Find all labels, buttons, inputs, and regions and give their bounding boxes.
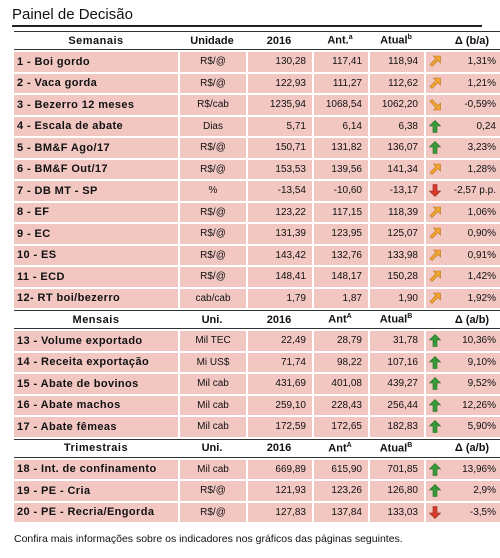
atual-header-sup: B — [407, 441, 413, 449]
ant-value-cell: 131,82 — [312, 138, 368, 158]
delta-header-text: Δ (b/a) — [454, 34, 490, 47]
trend-cell — [424, 289, 444, 309]
arrow-up-icon — [429, 120, 441, 133]
arrow-up-right-icon — [429, 270, 441, 283]
unit-cell: Mil cab — [178, 460, 246, 480]
trend-cell — [424, 95, 444, 115]
table-row — [14, 160, 500, 180]
table-row — [14, 74, 500, 94]
year-header-text: 2016 — [266, 313, 292, 326]
value-2016-cell: 121,93 — [246, 481, 312, 501]
arrow-up-icon — [429, 484, 441, 497]
ant-value-cell: 123,26 — [312, 481, 368, 501]
atual-value-cell: 1,90 — [368, 289, 424, 309]
table-row — [14, 417, 500, 437]
ant-value-cell: 148,17 — [312, 267, 368, 287]
atual-value-cell: 118,39 — [368, 203, 424, 223]
icon-header — [424, 439, 444, 458]
atual-value-cell: 133,98 — [368, 246, 424, 266]
unit-cell: R$/@ — [178, 267, 246, 287]
delta-header — [444, 31, 500, 50]
table-row — [14, 138, 500, 158]
unit-cell: R$/@ — [178, 138, 246, 158]
delta-header — [444, 439, 500, 458]
arrow-up-icon — [429, 420, 441, 433]
value-2016-cell: 1235,94 — [246, 95, 312, 115]
unit-header-text: Unidade — [190, 34, 234, 47]
arrow-up-right-icon — [429, 163, 441, 176]
trend-cell — [424, 203, 444, 223]
ant-header — [312, 310, 368, 329]
value-2016-cell: 172,59 — [246, 417, 312, 437]
decision-panel-table — [14, 29, 500, 524]
indicator-label: 6 - BM&F Out/17 — [14, 160, 178, 180]
arrow-up-icon — [429, 356, 441, 369]
atual-value-cell: 125,07 — [368, 224, 424, 244]
delta-cell: -0,59% — [444, 95, 500, 115]
arrow-up-icon — [429, 463, 441, 476]
delta-cell: 9,10% — [444, 353, 500, 373]
section-title-text: Semanais — [68, 34, 124, 47]
unit-cell: Mi US$ — [178, 353, 246, 373]
ant-value-cell: 172,65 — [312, 417, 368, 437]
indicator-label: 9 - EC — [14, 224, 178, 244]
atual-header-text: Atual — [380, 34, 408, 47]
atual-header-sup: B — [407, 313, 413, 321]
delta-header — [444, 310, 500, 329]
unit-cell: R$/@ — [178, 224, 246, 244]
year-header — [246, 310, 312, 329]
delta-cell: 13,96% — [444, 460, 500, 480]
table-row — [14, 289, 500, 309]
ant-value-cell: 98,22 — [312, 353, 368, 373]
section-header-1 — [14, 310, 500, 329]
arrow-down-icon — [429, 506, 441, 519]
trend-cell — [424, 267, 444, 287]
atual-value-cell: 150,28 — [368, 267, 424, 287]
delta-cell: 1,28% — [444, 160, 500, 180]
trend-cell — [424, 246, 444, 266]
ant-value-cell: 137,84 — [312, 503, 368, 523]
year-header — [246, 31, 312, 50]
delta-cell: 12,26% — [444, 396, 500, 416]
unit-cell: Mil cab — [178, 396, 246, 416]
value-2016-cell: 123,22 — [246, 203, 312, 223]
table-row — [14, 374, 500, 394]
section-title-text: Trimestrais — [63, 442, 129, 454]
delta-header-text: Δ (a/b) — [454, 313, 490, 326]
delta-cell: -3,5% — [444, 503, 500, 523]
value-2016-cell: 5,71 — [246, 117, 312, 137]
ant-header — [312, 439, 368, 458]
atual-value-cell: 31,78 — [368, 331, 424, 351]
year-header — [246, 439, 312, 458]
delta-cell: 10,36% — [444, 331, 500, 351]
table-row — [14, 117, 500, 137]
arrow-down-right-icon — [429, 98, 441, 111]
arrow-up-icon — [429, 141, 441, 154]
delta-cell: 1,21% — [444, 74, 500, 94]
section-title — [14, 439, 178, 458]
indicator-label: 10 - ES — [14, 246, 178, 266]
value-2016-cell: 431,69 — [246, 374, 312, 394]
value-2016-cell: 669,89 — [246, 460, 312, 480]
atual-value-cell: 6,38 — [368, 117, 424, 137]
table-row — [14, 503, 500, 523]
unit-cell: R$/@ — [178, 246, 246, 266]
indicator-label: 19 - PE - Cria — [14, 481, 178, 501]
unit-cell: R$/@ — [178, 503, 246, 523]
trend-cell — [424, 481, 444, 501]
value-2016-cell: 22,49 — [246, 331, 312, 351]
indicator-label: 5 - BM&F Ago/17 — [14, 138, 178, 158]
section-title — [14, 310, 178, 329]
delta-header-text: Δ (a/b) — [454, 442, 490, 454]
ant-value-cell: 117,41 — [312, 52, 368, 72]
value-2016-cell: 131,39 — [246, 224, 312, 244]
atual-header — [368, 310, 424, 329]
value-2016-cell: -13,54 — [246, 181, 312, 201]
ant-header-sup: A — [346, 313, 352, 321]
atual-value-cell: 126,80 — [368, 481, 424, 501]
trend-cell — [424, 52, 444, 72]
trend-cell — [424, 224, 444, 244]
atual-value-cell: 439,27 — [368, 374, 424, 394]
unit-cell: Mil TEC — [178, 331, 246, 351]
ant-value-cell: 1068,54 — [312, 95, 368, 115]
unit-header — [178, 310, 246, 329]
ant-value-cell: 123,95 — [312, 224, 368, 244]
delta-cell: 0,91% — [444, 246, 500, 266]
unit-cell: cab/cab — [178, 289, 246, 309]
unit-cell: Mil cab — [178, 417, 246, 437]
arrow-up-right-icon — [429, 292, 441, 305]
ant-value-cell: 615,90 — [312, 460, 368, 480]
indicator-label: 8 - EF — [14, 203, 178, 223]
indicator-label: 15 - Abate de bovinos — [14, 374, 178, 394]
value-2016-cell: 71,74 — [246, 353, 312, 373]
atual-value-cell: 141,34 — [368, 160, 424, 180]
indicator-label: 11 - ECD — [14, 267, 178, 287]
delta-cell: 1,42% — [444, 267, 500, 287]
delta-cell: 3,23% — [444, 138, 500, 158]
ant-header-text: Ant — [328, 442, 347, 455]
icon-header — [424, 310, 444, 329]
arrow-up-icon — [429, 334, 441, 347]
unit-header-text: Uni. — [201, 313, 223, 326]
unit-cell: Dias — [178, 117, 246, 137]
trend-cell — [424, 138, 444, 158]
atual-value-cell: -13,17 — [368, 181, 424, 201]
ant-value-cell: 1,87 — [312, 289, 368, 309]
table-row — [14, 52, 500, 72]
atual-header — [368, 31, 424, 50]
value-2016-cell: 127,83 — [246, 503, 312, 523]
trend-cell — [424, 160, 444, 180]
year-header-text: 2016 — [266, 34, 292, 47]
ant-value-cell: 6,14 — [312, 117, 368, 137]
ant-header-sup: A — [346, 441, 352, 449]
ant-value-cell: 132,76 — [312, 246, 368, 266]
trend-cell — [424, 74, 444, 94]
value-2016-cell: 1,79 — [246, 289, 312, 309]
ant-value-cell: 28,79 — [312, 331, 368, 351]
trend-cell — [424, 460, 444, 480]
unit-header — [178, 439, 246, 458]
unit-cell: R$/@ — [178, 52, 246, 72]
unit-header — [178, 31, 246, 50]
delta-cell: 2,9% — [444, 481, 500, 501]
atual-value-cell: 701,85 — [368, 460, 424, 480]
indicator-label: 17 - Abate fêmeas — [14, 417, 178, 437]
atual-value-cell: 1062,20 — [368, 95, 424, 115]
page-title: Painel de Decisão — [12, 6, 133, 23]
trend-cell — [424, 503, 444, 523]
ant-value-cell: 139,56 — [312, 160, 368, 180]
value-2016-cell: 130,28 — [246, 52, 312, 72]
section-header-2 — [14, 439, 500, 458]
icon-header — [424, 31, 444, 50]
indicator-label: 7 - DB MT - SP — [14, 181, 178, 201]
table-row — [14, 481, 500, 501]
unit-header-text: Uni. — [201, 442, 223, 454]
indicator-label: 2 - Vaca gorda — [14, 74, 178, 94]
atual-value-cell: 118,94 — [368, 52, 424, 72]
atual-header-text: Atual — [379, 442, 408, 455]
title-divider — [12, 25, 482, 27]
ant-value-cell: 401,08 — [312, 374, 368, 394]
ant-header-text: Ant. — [327, 34, 349, 47]
atual-value-cell: 112,62 — [368, 74, 424, 94]
value-2016-cell: 143,42 — [246, 246, 312, 266]
delta-cell: 5,90% — [444, 417, 500, 437]
arrow-up-right-icon — [429, 249, 441, 262]
indicator-label: 16 - Abate machos — [14, 396, 178, 416]
arrow-up-icon — [429, 377, 441, 390]
indicator-label: 20 - PE - Recria/Engorda — [14, 503, 178, 523]
ant-header — [312, 31, 368, 50]
indicator-label: 3 - Bezerro 12 meses — [14, 95, 178, 115]
table-row — [14, 181, 500, 201]
atual-header — [368, 439, 424, 458]
indicator-label: 1 - Boi gordo — [14, 52, 178, 72]
arrow-up-right-icon — [429, 206, 441, 219]
indicator-label: 12- RT boi/bezerro — [14, 289, 178, 309]
arrow-up-right-icon — [429, 55, 441, 68]
unit-cell: R$/@ — [178, 481, 246, 501]
unit-cell: R$/@ — [178, 203, 246, 223]
delta-cell: 1,92% — [444, 289, 500, 309]
value-2016-cell: 259,10 — [246, 396, 312, 416]
trend-cell — [424, 374, 444, 394]
value-2016-cell: 148,41 — [246, 267, 312, 287]
ant-value-cell: 111,27 — [312, 74, 368, 94]
table-row — [14, 460, 500, 480]
value-2016-cell: 150,71 — [246, 138, 312, 158]
indicator-label: 4 - Escala de abate — [14, 117, 178, 137]
trend-cell — [424, 181, 444, 201]
section-title-text: Mensais — [72, 313, 120, 326]
ant-header-text: Ant — [328, 313, 347, 326]
indicator-label: 14 - Receita exportação — [14, 353, 178, 373]
delta-cell: -2,57 p.p. — [444, 181, 500, 201]
delta-cell: 1,06% — [444, 203, 500, 223]
footer-note: Confira mais informações sobre os indicadores nos gráficos das páginas seguintes. — [14, 533, 403, 545]
table-row — [14, 203, 500, 223]
atual-value-cell: 136,07 — [368, 138, 424, 158]
atual-value-cell: 133,03 — [368, 503, 424, 523]
arrow-down-icon — [429, 184, 441, 197]
arrow-up-right-icon — [429, 77, 441, 90]
unit-cell: R$/@ — [178, 74, 246, 94]
delta-cell: 0,90% — [444, 224, 500, 244]
table-row — [14, 396, 500, 416]
arrow-up-right-icon — [429, 227, 441, 240]
atual-value-cell: 107,16 — [368, 353, 424, 373]
ant-value-cell: 228,43 — [312, 396, 368, 416]
ant-header-sup: a — [348, 34, 353, 42]
unit-cell: Mil cab — [178, 374, 246, 394]
value-2016-cell: 153,53 — [246, 160, 312, 180]
trend-cell — [424, 417, 444, 437]
table-row — [14, 267, 500, 287]
ant-value-cell: 117,15 — [312, 203, 368, 223]
trend-cell — [424, 331, 444, 351]
indicator-label: 13 - Volume exportado — [14, 331, 178, 351]
delta-cell: 1,31% — [444, 52, 500, 72]
trend-cell — [424, 117, 444, 137]
trend-cell — [424, 396, 444, 416]
atual-header-sup: b — [407, 34, 412, 42]
atual-value-cell: 182,83 — [368, 417, 424, 437]
unit-cell: R$/@ — [178, 160, 246, 180]
ant-value-cell: -10,60 — [312, 181, 368, 201]
delta-cell: 0,24 — [444, 117, 500, 137]
table-row — [14, 95, 500, 115]
year-header-text: 2016 — [266, 442, 292, 454]
value-2016-cell: 122,93 — [246, 74, 312, 94]
section-header-0 — [14, 31, 500, 50]
delta-cell: 9,52% — [444, 374, 500, 394]
unit-cell: R$/cab — [178, 95, 246, 115]
atual-value-cell: 256,44 — [368, 396, 424, 416]
trend-cell — [424, 353, 444, 373]
section-title — [14, 31, 178, 50]
arrow-up-icon — [429, 399, 441, 412]
table-row — [14, 353, 500, 373]
table-row — [14, 224, 500, 244]
table-row — [14, 331, 500, 351]
atual-header-text: Atual — [379, 313, 408, 326]
table-row — [14, 246, 500, 266]
indicator-label: 18 - Int. de confinamento — [14, 460, 178, 480]
unit-cell: % — [178, 181, 246, 201]
